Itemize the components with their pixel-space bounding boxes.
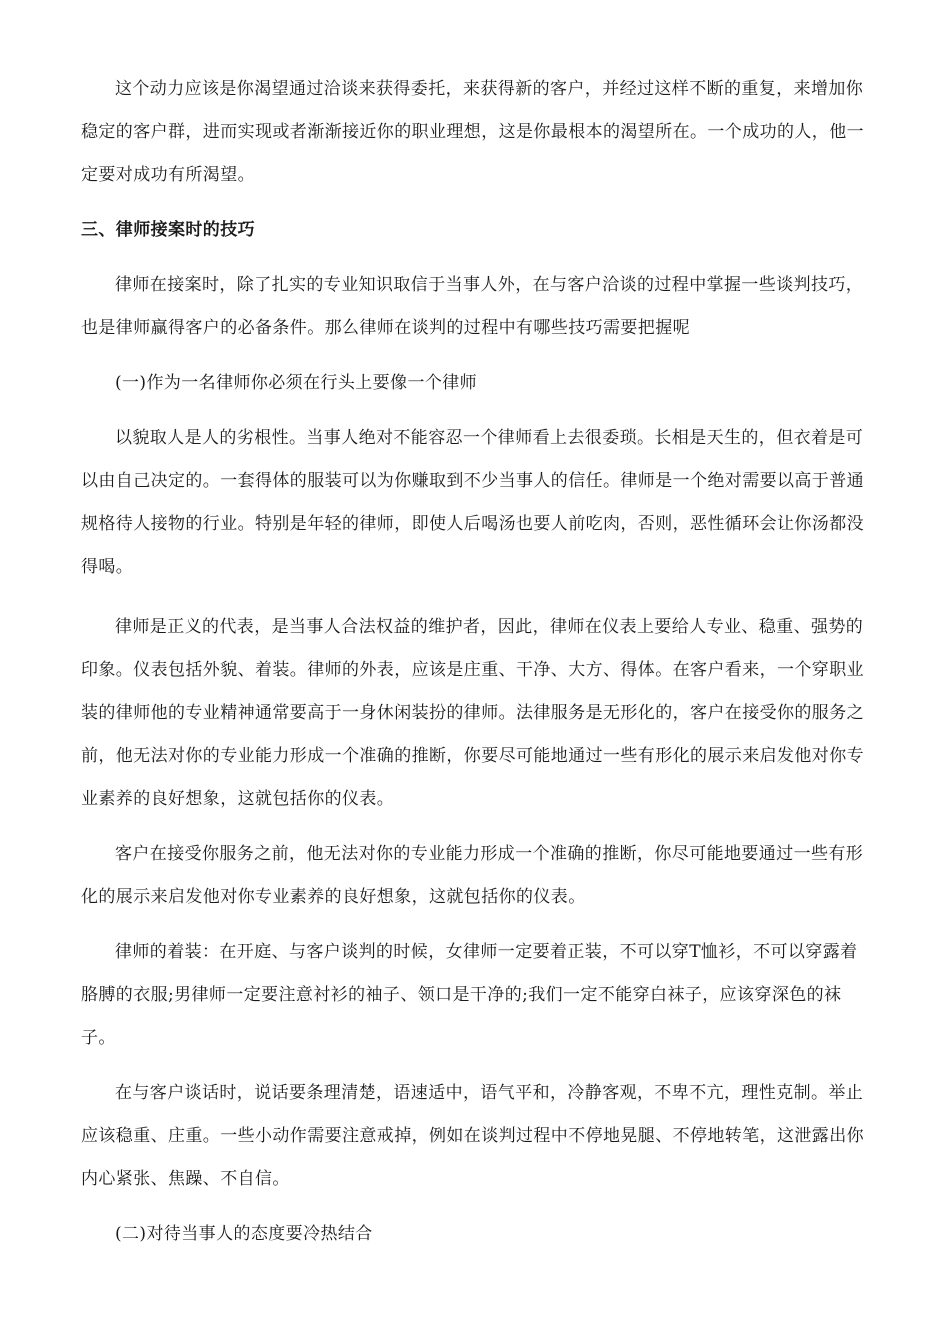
paragraph-appearance: 以貌取人是人的劣根性。当事人绝对不能容忍一个律师看上去很委琐。长相是天生的，但衣着是可以由自己决定的。一套得体的服装可以为你赚取到不少当事人的信任。律师是一个绝对需要以高于普通规格待人接物的行业。特别是年轻的律师，即使人后喝汤也要人前吃肉，否则，恶性循环会让你汤都没得喝。: [81, 428, 864, 577]
section-heading-case-intake-skills: 三、律师接案时的技巧: [81, 220, 255, 240]
paragraph-speech-manner: 在与客户谈话时，说话要条理清楚，语速适中，语气平和，冷静客观，不卑不亢，理性克制。举止应该稳重、庄重。一些小动作需要注意戒掉，例如在谈判过程中不停地晃腿、不停地转笔，这泄露出你内心紧张、焦躁、不自信。: [81, 1083, 864, 1189]
paragraph-attire: 律师的着装：在开庭、与客户谈判的时候，女律师一定要着正装，不可以穿T恤衫，不可以穿露着胳膊的衣服;男律师一定要注意衬衫的袖子、领口是干净的;我们一定不能穿白袜子，应该穿深色的袜子。: [81, 942, 858, 1048]
paragraph-client-impression: 客户在接受你服务之前，他无法对你的专业能力形成一个准确的推断，你尽可能地要通过一些有形化的展示来启发他对你专业素养的良好想象，这就包括你的仪表。: [81, 844, 864, 907]
subheading-attitude: (二)对待当事人的态度要冷热结合: [115, 1224, 373, 1244]
paragraph-justice-representative: 律师是正义的代表，是当事人合法权益的维护者，因此，律师在仪表上要给人专业、稳重、强势的印象。仪表包括外貌、着装。律师的外表，应该是庄重、干净、大方、得体。在客户看来，一个穿职业装的律师他的专业精神通常要高于一身休闲装扮的律师。法律服务是无形化的，客户在接受你的服务之前，他无法对你的专业能力形成一个准确的推断，你要尽可能地通过一些有形化的展示来启发他对你专业素养的良好想象，这就包括你的仪表。: [81, 617, 864, 809]
paragraph-intake-intro: 律师在接案时，除了扎实的专业知识取信于当事人外，在与客户洽谈的过程中掌握一些谈判技巧，也是律师赢得客户的必备条件。那么律师在谈判的过程中有哪些技巧需要把握呢: [81, 275, 864, 338]
subheading-dress-like-lawyer: (一)作为一名律师你必须在行头上要像一个律师: [115, 373, 478, 393]
paragraph-motivation: 这个动力应该是你渴望通过洽谈来获得委托，来获得新的客户，并经过这样不断的重复，来增加你稳定的客户群，进而实现或者渐渐接近你的职业理想，这是你最根本的渴望所在。一个成功的人，他一定要对成功有所渴望。: [81, 79, 864, 185]
document-page: [81, 68, 871, 1256]
